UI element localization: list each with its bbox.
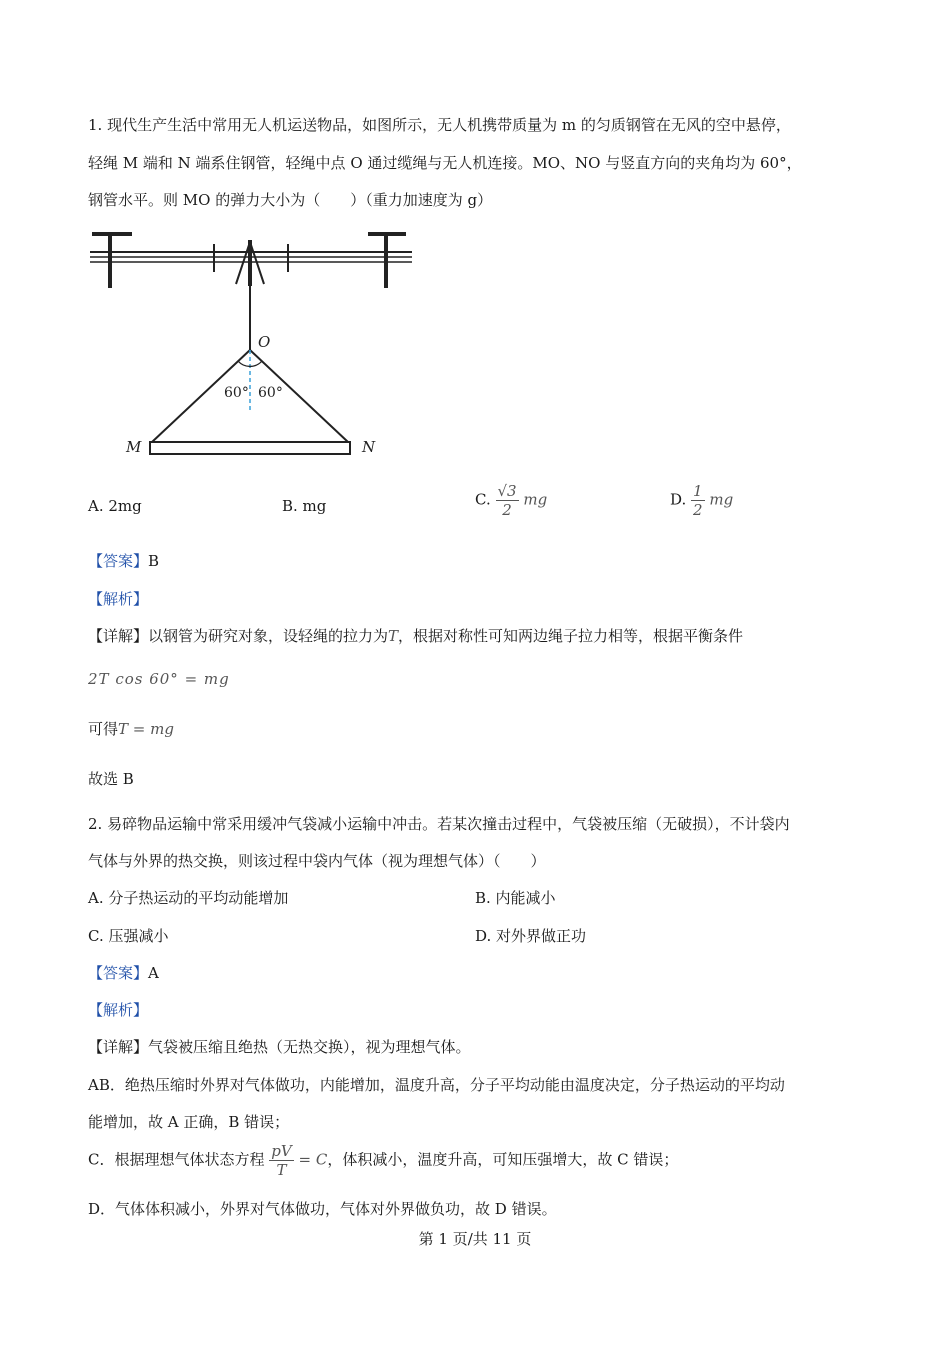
drone-figure <box>86 226 426 462</box>
q2-stem-line-2: 气体与外界的热交换，则该过程中袋内气体（视为理想气体）（ ） <box>88 852 546 870</box>
q1-stem-line-2: 轻绳 M 端和 N 端系住钢管，轻绳中点 O 通过缆绳与无人机连接。MO、NO 与竖直方向的夹角均为 60°， <box>88 154 802 172</box>
q2-answer-tag: 【答案】 <box>88 964 149 982</box>
q1-result-prefix: 可得 <box>88 720 119 738</box>
q1-option-c-fraction <box>496 482 519 519</box>
q1-option-c <box>475 482 547 519</box>
q2-detail <box>88 1036 471 1058</box>
q2-answer <box>88 962 159 984</box>
q2-c-line <box>88 1142 678 1179</box>
q1-result-eq: T = mg <box>118 720 174 738</box>
q1-answer <box>88 550 159 572</box>
label-o: O <box>258 333 271 351</box>
q1-answer-value: B <box>148 552 160 570</box>
q2-ab-line-2: 能增加，故 A 正确，B 错误； <box>88 1113 290 1131</box>
q1-option-c-tail: mg <box>523 490 548 509</box>
q1-option-b: B. mg <box>282 497 327 515</box>
q2-option-c: C. 压强减小 <box>88 927 169 945</box>
q2-d-line: D．气体体积减小，外界对气体做功，气体对外界做负功，故 D 错误。 <box>88 1200 557 1218</box>
q1-option-d-den: 2 <box>693 501 703 519</box>
q2-detail-tag: 【详解】 <box>88 1038 149 1056</box>
q2-c-tail: ，体积减小，温度升高，可知压强增大，故 C 错误； <box>327 1150 679 1169</box>
q1-choose: 故选 B <box>88 770 134 788</box>
q1-result <box>88 718 174 740</box>
label-n: N <box>362 438 376 456</box>
q2-analysis-tag: 【解析】 <box>88 1001 149 1019</box>
q2-detail-text: 气袋被压缩且绝热（无热交换），视为理想气体。 <box>148 1038 471 1056</box>
q1-detail <box>88 625 743 647</box>
q2-c-eq: = C <box>298 1150 328 1169</box>
label-angle-left: 60° <box>224 385 249 401</box>
q1-option-a: A. 2mg <box>88 497 142 515</box>
label-m: M <box>126 438 142 456</box>
q2-c-num: pV <box>271 1142 292 1160</box>
q1-detail-text: 以钢管为研究对象，设轻绳的拉力为 <box>148 627 389 645</box>
q1-option-c-num: √3 <box>497 482 517 500</box>
q1-option-d <box>670 482 733 519</box>
q1-stem-line-1: 1. 现代生产生活中常用无人机运送物品，如图所示，无人机携带质量为 m 的匀质钢管在无风的空中悬停， <box>88 116 791 134</box>
q1-stem-line-3: 钢管水平。则 MO 的弹力大小为（ ）（重力加速度为 g） <box>88 191 493 209</box>
q2-option-d: D. 对外界做正功 <box>475 927 587 945</box>
q1-detail-tag: 【详解】 <box>88 627 149 645</box>
q2-c-den: T <box>276 1161 287 1179</box>
q2-c-prefix: C．根据理想气体状态方程 <box>88 1150 265 1169</box>
q2-c-fraction <box>269 1142 293 1179</box>
q2-option-a: A. 分子热运动的平均动能增加 <box>88 889 289 907</box>
q1-detail-t: T <box>388 627 399 645</box>
q2-answer-value: A <box>148 964 159 982</box>
q1-detail-tail: ，根据对称性可知两边绳子拉力相等，根据平衡条件 <box>398 627 744 645</box>
q1-equation: 2T cos 60° = mg <box>88 670 230 688</box>
q2-option-b: B. 内能减小 <box>475 889 556 907</box>
q1-answer-tag: 【答案】 <box>88 552 149 570</box>
label-angle-right: 60° <box>258 385 283 401</box>
q1-option-c-prefix: C. <box>475 490 491 509</box>
q1-option-d-fraction <box>691 482 705 519</box>
q2-stem-line-1: 2. 易碎物品运输中常采用缓冲气袋减小运输中冲击。若某次撞击过程中，气袋被压缩（无破损），不计袋内 <box>88 815 790 833</box>
q2-ab-line-1: AB．绝热压缩时外界对气体做功，内能增加，温度升高，分子平均动能由温度决定，分子热运动的平均动 <box>88 1076 785 1094</box>
page-footer: 第 1 页/共 11 页 <box>418 1230 532 1248</box>
q1-option-d-num: 1 <box>693 482 703 500</box>
q1-option-d-prefix: D. <box>670 490 687 509</box>
q1-option-c-den: 2 <box>502 501 512 519</box>
q1-analysis-tag: 【解析】 <box>88 590 149 608</box>
q1-option-d-tail: mg <box>709 490 734 509</box>
